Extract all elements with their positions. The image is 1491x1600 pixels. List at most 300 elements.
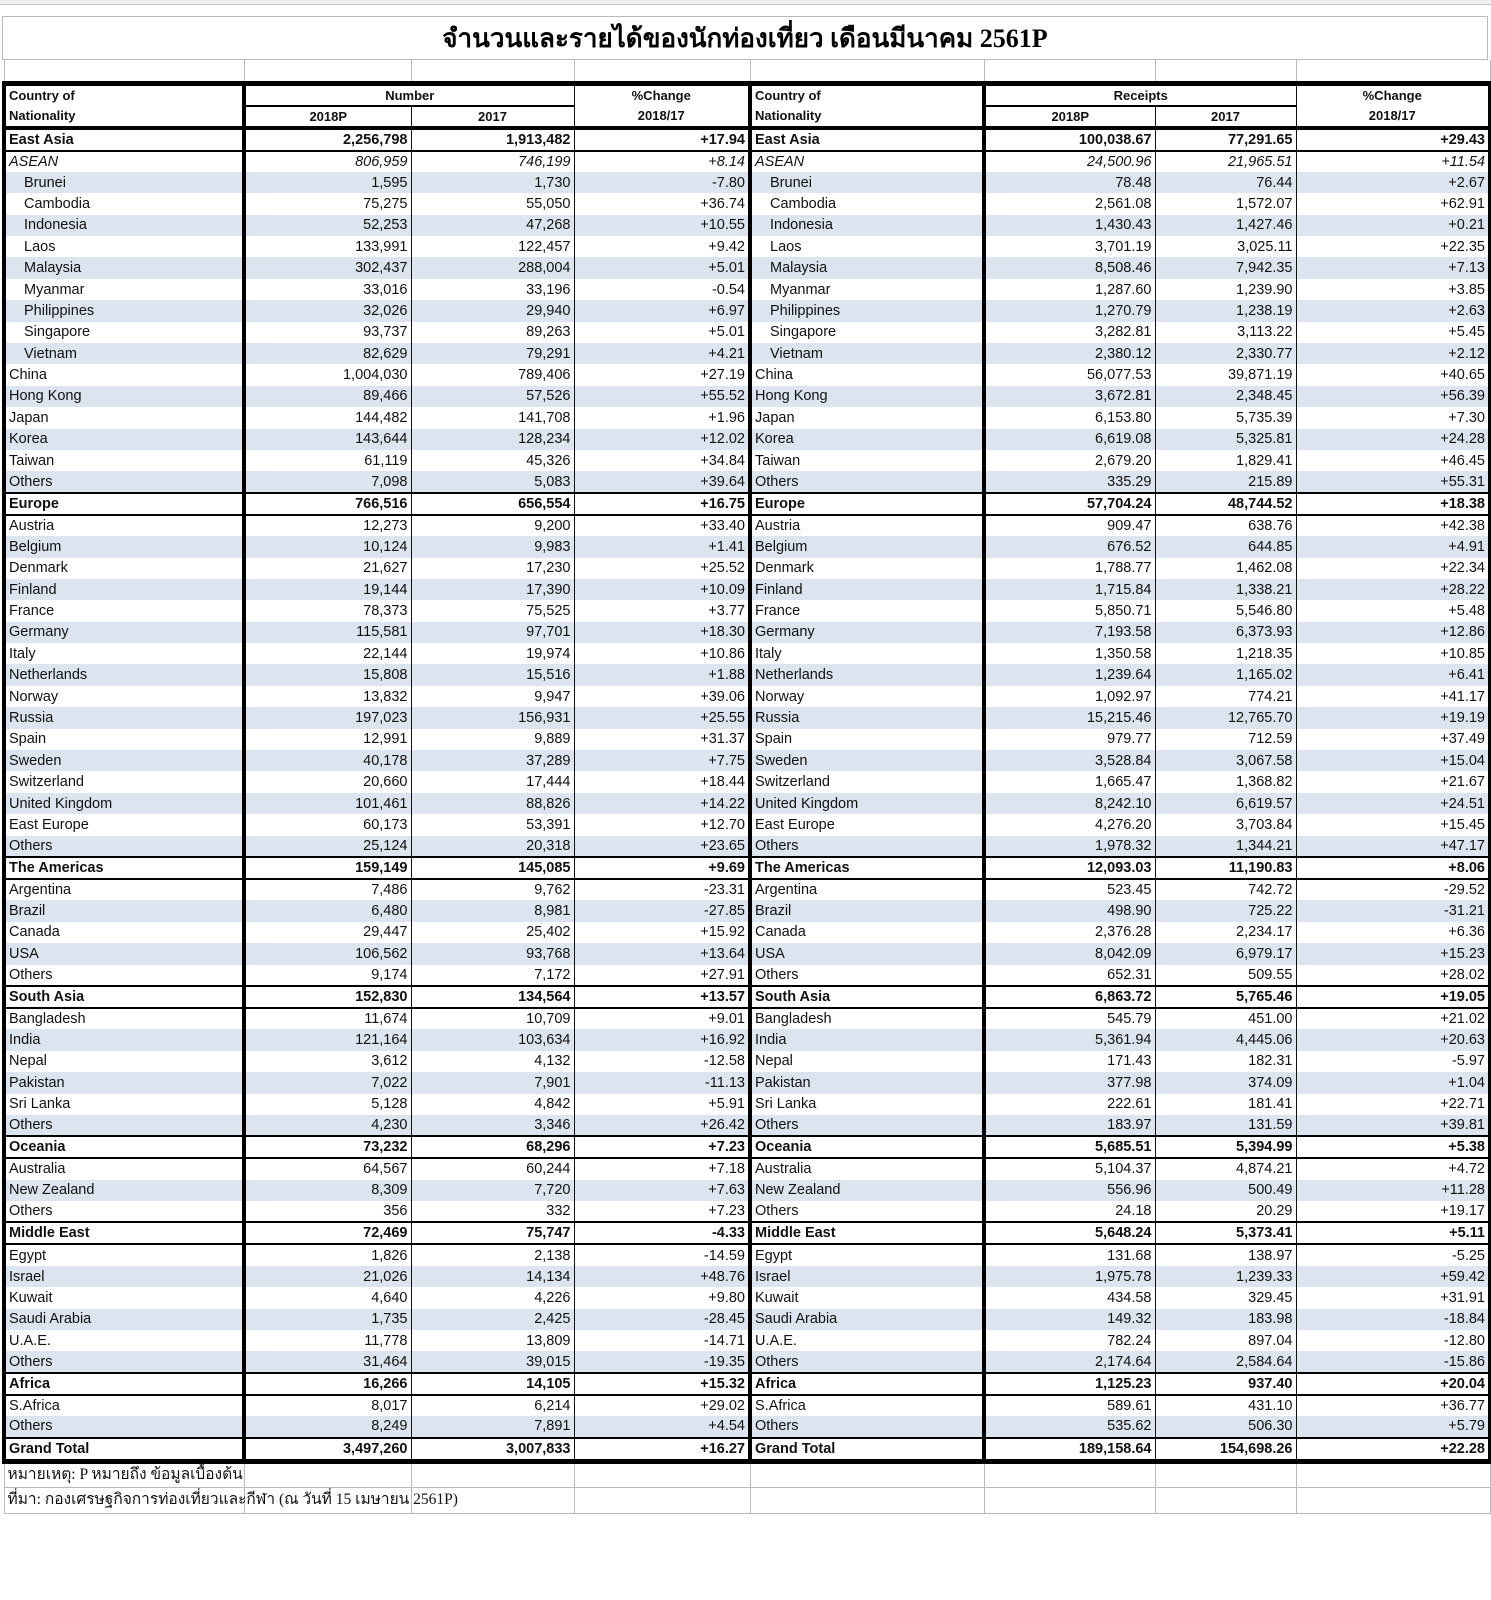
receipts-2017[interactable]: 39,871.19 [1155, 364, 1296, 385]
country-name-right[interactable]: Pakistan [750, 1072, 984, 1093]
receipts-change[interactable]: +20.63 [1296, 1029, 1490, 1050]
receipts-2018[interactable]: 149.32 [984, 1309, 1155, 1330]
receipts-2017[interactable]: 3,067.58 [1155, 750, 1296, 771]
receipts-2017[interactable]: 1,572.07 [1155, 193, 1296, 214]
number-2018[interactable]: 40,178 [244, 750, 411, 771]
receipts-2017[interactable]: 6,619.57 [1155, 793, 1296, 814]
receipts-change[interactable]: +47.17 [1296, 836, 1490, 857]
number-change[interactable]: +4.54 [574, 1416, 750, 1437]
receipts-2018[interactable]: 3,701.19 [984, 236, 1155, 257]
receipts-change[interactable]: +22.35 [1296, 236, 1490, 257]
receipts-2017[interactable]: 2,584.64 [1155, 1351, 1296, 1372]
number-2018[interactable]: 766,516 [244, 493, 411, 515]
number-2018[interactable]: 61,119 [244, 450, 411, 471]
number-2018[interactable]: 15,808 [244, 664, 411, 685]
number-change[interactable]: +18.30 [574, 622, 750, 643]
receipts-change[interactable]: +29.43 [1296, 128, 1490, 151]
number-change[interactable]: +27.91 [574, 965, 750, 986]
number-change[interactable]: +16.92 [574, 1029, 750, 1050]
receipts-change[interactable]: -5.97 [1296, 1051, 1490, 1072]
number-2017[interactable]: 45,326 [411, 450, 574, 471]
country-name-left[interactable]: Austria [4, 515, 244, 536]
number-2017[interactable]: 4,226 [411, 1287, 574, 1308]
receipts-change[interactable]: +6.36 [1296, 922, 1490, 943]
country-name-right[interactable]: Finland [750, 579, 984, 600]
country-name-right[interactable]: U.A.E. [750, 1330, 984, 1351]
country-name-left[interactable]: Laos [4, 236, 244, 257]
receipts-2017[interactable]: 2,234.17 [1155, 922, 1296, 943]
number-2018[interactable]: 7,022 [244, 1072, 411, 1093]
number-change[interactable]: +39.64 [574, 471, 750, 492]
receipts-2017[interactable]: 1,239.90 [1155, 279, 1296, 300]
number-2017[interactable]: 8,981 [411, 900, 574, 921]
receipts-2018[interactable]: 1,287.60 [984, 279, 1155, 300]
number-2018[interactable]: 64,567 [244, 1158, 411, 1179]
number-2018[interactable]: 52,253 [244, 215, 411, 236]
receipts-change[interactable]: +62.91 [1296, 193, 1490, 214]
number-2017[interactable]: 10,709 [411, 1008, 574, 1029]
receipts-2018[interactable]: 6,863.72 [984, 986, 1155, 1008]
receipts-change[interactable]: +36.77 [1296, 1395, 1490, 1416]
number-2017[interactable]: 19,974 [411, 643, 574, 664]
receipts-2018[interactable]: 1,975.78 [984, 1266, 1155, 1287]
receipts-2017[interactable]: 138.97 [1155, 1244, 1296, 1265]
receipts-2017[interactable]: 21,965.51 [1155, 151, 1296, 172]
receipts-2018[interactable]: 131.68 [984, 1244, 1155, 1265]
country-name-left[interactable]: Korea [4, 429, 244, 450]
number-change[interactable]: +15.92 [574, 922, 750, 943]
country-name-left[interactable]: Cambodia [4, 193, 244, 214]
country-name-left[interactable]: Germany [4, 622, 244, 643]
number-2017[interactable]: 60,244 [411, 1158, 574, 1179]
receipts-2017[interactable]: 329.45 [1155, 1287, 1296, 1308]
number-2018[interactable]: 159,149 [244, 857, 411, 879]
country-name-left[interactable]: Hong Kong [4, 386, 244, 407]
country-name-left[interactable]: Philippines [4, 300, 244, 321]
receipts-change[interactable]: +19.05 [1296, 986, 1490, 1008]
number-2017[interactable]: 17,230 [411, 558, 574, 579]
number-change[interactable]: -19.35 [574, 1351, 750, 1372]
country-name-left[interactable]: Myanmar [4, 279, 244, 300]
receipts-change[interactable]: +19.17 [1296, 1201, 1490, 1222]
country-name-right[interactable]: Singapore [750, 322, 984, 343]
receipts-change[interactable]: +2.63 [1296, 300, 1490, 321]
receipts-2018[interactable]: 5,850.71 [984, 600, 1155, 621]
receipts-2017[interactable]: 5,765.46 [1155, 986, 1296, 1008]
number-2017[interactable]: 9,889 [411, 729, 574, 750]
number-2018[interactable]: 22,144 [244, 643, 411, 664]
country-name-left[interactable]: Others [4, 471, 244, 492]
receipts-2018[interactable]: 5,104.37 [984, 1158, 1155, 1179]
country-name-right[interactable]: Austria [750, 515, 984, 536]
country-name-right[interactable]: New Zealand [750, 1180, 984, 1201]
number-change[interactable]: +16.27 [574, 1438, 750, 1462]
country-name-left[interactable]: Others [4, 1416, 244, 1437]
receipts-2018[interactable]: 15,215.46 [984, 707, 1155, 728]
number-change[interactable]: +1.96 [574, 407, 750, 428]
receipts-2018[interactable]: 498.90 [984, 900, 1155, 921]
receipts-change[interactable]: +39.81 [1296, 1115, 1490, 1136]
country-name-right[interactable]: East Europe [750, 814, 984, 835]
country-name-left[interactable]: Spain [4, 729, 244, 750]
receipts-2017[interactable]: 451.00 [1155, 1008, 1296, 1029]
country-name-right[interactable]: Italy [750, 643, 984, 664]
number-change[interactable]: +16.75 [574, 493, 750, 515]
receipts-change[interactable]: +7.13 [1296, 257, 1490, 278]
number-2018[interactable]: 806,959 [244, 151, 411, 172]
number-2018[interactable]: 3,612 [244, 1051, 411, 1072]
number-2018[interactable]: 7,486 [244, 879, 411, 900]
number-2017[interactable]: 4,132 [411, 1051, 574, 1072]
country-name-right[interactable]: Others [750, 1115, 984, 1136]
number-2017[interactable]: 746,199 [411, 151, 574, 172]
number-2018[interactable]: 8,017 [244, 1395, 411, 1416]
number-2017[interactable]: 15,516 [411, 664, 574, 685]
country-name-right[interactable]: Malaysia [750, 257, 984, 278]
number-change[interactable]: +12.70 [574, 814, 750, 835]
number-2018[interactable]: 19,144 [244, 579, 411, 600]
number-change[interactable]: +9.80 [574, 1287, 750, 1308]
country-name-left[interactable]: Oceania [4, 1136, 244, 1158]
country-name-right[interactable]: Sweden [750, 750, 984, 771]
country-name-right[interactable]: Taiwan [750, 450, 984, 471]
country-name-right[interactable]: Others [750, 836, 984, 857]
country-name-right[interactable]: Israel [750, 1266, 984, 1287]
number-change[interactable]: -14.59 [574, 1244, 750, 1265]
country-name-left[interactable]: Pakistan [4, 1072, 244, 1093]
number-2018[interactable]: 75,275 [244, 193, 411, 214]
country-name-left[interactable]: Sweden [4, 750, 244, 771]
number-2018[interactable]: 197,023 [244, 707, 411, 728]
receipts-2017[interactable]: 5,394.99 [1155, 1136, 1296, 1158]
country-name-left[interactable]: Egypt [4, 1244, 244, 1265]
receipts-2018[interactable]: 24,500.96 [984, 151, 1155, 172]
number-2018[interactable]: 7,098 [244, 471, 411, 492]
receipts-2017[interactable]: 20.29 [1155, 1201, 1296, 1222]
number-2017[interactable]: 13,809 [411, 1330, 574, 1351]
country-name-right[interactable]: Others [750, 1201, 984, 1222]
country-name-left[interactable]: Europe [4, 493, 244, 515]
country-name-right[interactable]: Switzerland [750, 771, 984, 792]
country-name-left[interactable]: Israel [4, 1266, 244, 1287]
receipts-change[interactable]: +4.91 [1296, 536, 1490, 557]
receipts-2018[interactable]: 56,077.53 [984, 364, 1155, 385]
number-change[interactable]: +13.57 [574, 986, 750, 1008]
receipts-change[interactable]: +4.72 [1296, 1158, 1490, 1179]
number-change[interactable]: +55.52 [574, 386, 750, 407]
number-2017[interactable]: 789,406 [411, 364, 574, 385]
country-name-right[interactable]: Spain [750, 729, 984, 750]
receipts-2018[interactable]: 1,665.47 [984, 771, 1155, 792]
title-cell[interactable] [2, 16, 1488, 60]
number-2018[interactable]: 72,469 [244, 1222, 411, 1244]
receipts-change[interactable]: +0.21 [1296, 215, 1490, 236]
receipts-2017[interactable]: 3,025.11 [1155, 236, 1296, 257]
country-name-right[interactable]: Bangladesh [750, 1008, 984, 1029]
number-2018[interactable]: 82,629 [244, 343, 411, 364]
country-name-right[interactable]: Russia [750, 707, 984, 728]
number-2017[interactable]: 9,200 [411, 515, 574, 536]
number-2018[interactable]: 1,595 [244, 172, 411, 193]
country-name-right[interactable]: Egypt [750, 1244, 984, 1265]
country-name-left[interactable]: Italy [4, 643, 244, 664]
receipts-2018[interactable]: 556.96 [984, 1180, 1155, 1201]
country-name-left[interactable]: Malaysia [4, 257, 244, 278]
receipts-change[interactable]: +31.91 [1296, 1287, 1490, 1308]
number-change[interactable]: -27.85 [574, 900, 750, 921]
number-2017[interactable]: 9,947 [411, 686, 574, 707]
receipts-2018[interactable]: 2,380.12 [984, 343, 1155, 364]
receipts-change[interactable]: -31.21 [1296, 900, 1490, 921]
number-2017[interactable]: 14,134 [411, 1266, 574, 1287]
number-change[interactable]: +27.19 [574, 364, 750, 385]
receipts-2018[interactable]: 12,093.03 [984, 857, 1155, 879]
receipts-2017[interactable]: 76.44 [1155, 172, 1296, 193]
number-2018[interactable]: 21,627 [244, 558, 411, 579]
number-2018[interactable]: 152,830 [244, 986, 411, 1008]
receipts-2018[interactable]: 3,672.81 [984, 386, 1155, 407]
number-change[interactable]: +23.65 [574, 836, 750, 857]
number-2017[interactable]: 14,105 [411, 1373, 574, 1395]
number-change[interactable]: -4.33 [574, 1222, 750, 1244]
country-name-right[interactable]: Myanmar [750, 279, 984, 300]
country-name-left[interactable]: Australia [4, 1158, 244, 1179]
number-change[interactable]: -7.80 [574, 172, 750, 193]
country-name-right[interactable]: Laos [750, 236, 984, 257]
number-2018[interactable]: 78,373 [244, 600, 411, 621]
receipts-change[interactable]: +22.28 [1296, 1438, 1490, 1462]
receipts-2017[interactable]: 638.76 [1155, 515, 1296, 536]
country-name-right[interactable]: Cambodia [750, 193, 984, 214]
country-name-left[interactable]: ASEAN [4, 151, 244, 172]
number-change[interactable]: +13.64 [574, 943, 750, 964]
receipts-2017[interactable]: 77,291.65 [1155, 128, 1296, 151]
receipts-2017[interactable]: 431.10 [1155, 1395, 1296, 1416]
number-change[interactable]: -0.54 [574, 279, 750, 300]
number-change[interactable]: +14.22 [574, 793, 750, 814]
number-change[interactable]: +7.75 [574, 750, 750, 771]
number-2017[interactable]: 7,901 [411, 1072, 574, 1093]
number-2017[interactable]: 39,015 [411, 1351, 574, 1372]
country-name-right[interactable]: Oceania [750, 1136, 984, 1158]
receipts-change[interactable]: +28.22 [1296, 579, 1490, 600]
receipts-2017[interactable]: 1,368.82 [1155, 771, 1296, 792]
receipts-2018[interactable]: 1,978.32 [984, 836, 1155, 857]
number-2017[interactable]: 122,457 [411, 236, 574, 257]
receipts-2017[interactable]: 3,113.22 [1155, 322, 1296, 343]
number-2018[interactable]: 12,273 [244, 515, 411, 536]
receipts-2017[interactable]: 644.85 [1155, 536, 1296, 557]
number-change[interactable]: +7.23 [574, 1201, 750, 1222]
receipts-change[interactable]: +22.34 [1296, 558, 1490, 579]
country-name-left[interactable]: Sri Lanka [4, 1094, 244, 1115]
number-2018[interactable]: 11,778 [244, 1330, 411, 1351]
number-2017[interactable]: 7,720 [411, 1180, 574, 1201]
country-name-right[interactable]: France [750, 600, 984, 621]
country-name-right[interactable]: Others [750, 1351, 984, 1372]
receipts-2018[interactable]: 4,276.20 [984, 814, 1155, 835]
receipts-change[interactable]: +11.54 [1296, 151, 1490, 172]
country-name-left[interactable]: China [4, 364, 244, 385]
receipts-change[interactable]: +8.06 [1296, 857, 1490, 879]
receipts-change[interactable]: +2.12 [1296, 343, 1490, 364]
number-2018[interactable]: 144,482 [244, 407, 411, 428]
country-name-left[interactable]: Others [4, 1351, 244, 1372]
country-name-right[interactable]: Middle East [750, 1222, 984, 1244]
number-change[interactable]: +36.74 [574, 193, 750, 214]
receipts-change[interactable]: +11.28 [1296, 1180, 1490, 1201]
country-name-right[interactable]: India [750, 1029, 984, 1050]
receipts-2018[interactable]: 7,193.58 [984, 622, 1155, 643]
receipts-2018[interactable]: 1,788.77 [984, 558, 1155, 579]
number-change[interactable]: +15.32 [574, 1373, 750, 1395]
country-name-left[interactable]: Kuwait [4, 1287, 244, 1308]
receipts-2017[interactable]: 1,427.46 [1155, 215, 1296, 236]
country-name-left[interactable]: Others [4, 836, 244, 857]
country-name-left[interactable]: Canada [4, 922, 244, 943]
country-name-right[interactable]: Japan [750, 407, 984, 428]
number-2017[interactable]: 103,634 [411, 1029, 574, 1050]
receipts-change[interactable]: +40.65 [1296, 364, 1490, 385]
number-change[interactable]: +9.01 [574, 1008, 750, 1029]
receipts-2018[interactable]: 189,158.64 [984, 1438, 1155, 1462]
receipts-2018[interactable]: 589.61 [984, 1395, 1155, 1416]
receipts-2017[interactable]: 6,979.17 [1155, 943, 1296, 964]
number-2018[interactable]: 133,991 [244, 236, 411, 257]
receipts-2018[interactable]: 782.24 [984, 1330, 1155, 1351]
number-2017[interactable]: 1,913,482 [411, 128, 574, 151]
receipts-change[interactable]: +5.79 [1296, 1416, 1490, 1437]
receipts-change[interactable]: +3.85 [1296, 279, 1490, 300]
number-change[interactable]: +31.37 [574, 729, 750, 750]
receipts-2018[interactable]: 335.29 [984, 471, 1155, 492]
receipts-2018[interactable]: 6,619.08 [984, 429, 1155, 450]
receipts-2018[interactable]: 2,679.20 [984, 450, 1155, 471]
receipts-2017[interactable]: 774.21 [1155, 686, 1296, 707]
number-2018[interactable]: 11,674 [244, 1008, 411, 1029]
number-2017[interactable]: 17,444 [411, 771, 574, 792]
receipts-2018[interactable]: 8,042.09 [984, 943, 1155, 964]
number-2018[interactable]: 89,466 [244, 386, 411, 407]
number-change[interactable]: -28.45 [574, 1309, 750, 1330]
country-name-right[interactable]: Sri Lanka [750, 1094, 984, 1115]
country-name-left[interactable]: South Asia [4, 986, 244, 1008]
country-name-left[interactable]: Belgium [4, 536, 244, 557]
country-name-right[interactable]: Belgium [750, 536, 984, 557]
country-name-left[interactable]: Grand Total [4, 1438, 244, 1462]
number-change[interactable]: +25.55 [574, 707, 750, 728]
receipts-2017[interactable]: 1,165.02 [1155, 664, 1296, 685]
country-name-right[interactable]: East Asia [750, 128, 984, 151]
receipts-2017[interactable]: 1,462.08 [1155, 558, 1296, 579]
number-change[interactable]: -12.58 [574, 1051, 750, 1072]
receipts-2017[interactable]: 48,744.52 [1155, 493, 1296, 515]
number-change[interactable]: +39.06 [574, 686, 750, 707]
number-2018[interactable]: 106,562 [244, 943, 411, 964]
receipts-2018[interactable]: 1,239.64 [984, 664, 1155, 685]
number-change[interactable]: -23.31 [574, 879, 750, 900]
receipts-change[interactable]: +5.38 [1296, 1136, 1490, 1158]
country-name-left[interactable]: Norway [4, 686, 244, 707]
number-2018[interactable]: 33,016 [244, 279, 411, 300]
number-change[interactable]: +17.94 [574, 128, 750, 151]
receipts-2017[interactable]: 183.98 [1155, 1309, 1296, 1330]
receipts-2017[interactable]: 5,373.41 [1155, 1222, 1296, 1244]
number-2018[interactable]: 143,644 [244, 429, 411, 450]
number-2018[interactable]: 1,826 [244, 1244, 411, 1265]
receipts-2018[interactable]: 1,270.79 [984, 300, 1155, 321]
receipts-change[interactable]: +55.31 [1296, 471, 1490, 492]
number-2017[interactable]: 9,762 [411, 879, 574, 900]
number-change[interactable]: +48.76 [574, 1266, 750, 1287]
country-name-left[interactable]: S.Africa [4, 1395, 244, 1416]
receipts-2017[interactable]: 5,325.81 [1155, 429, 1296, 450]
receipts-2018[interactable]: 909.47 [984, 515, 1155, 536]
country-name-left[interactable]: East Europe [4, 814, 244, 835]
receipts-change[interactable]: +6.41 [1296, 664, 1490, 685]
country-name-left[interactable]: Africa [4, 1373, 244, 1395]
number-2017[interactable]: 145,085 [411, 857, 574, 879]
number-change[interactable]: +25.52 [574, 558, 750, 579]
receipts-2017[interactable]: 509.55 [1155, 965, 1296, 986]
number-change[interactable]: +7.18 [574, 1158, 750, 1179]
number-2018[interactable]: 4,230 [244, 1115, 411, 1136]
number-change[interactable]: +3.77 [574, 600, 750, 621]
country-name-right[interactable]: Kuwait [750, 1287, 984, 1308]
number-2017[interactable]: 3,346 [411, 1115, 574, 1136]
receipts-change[interactable]: +15.23 [1296, 943, 1490, 964]
country-name-left[interactable]: U.A.E. [4, 1330, 244, 1351]
number-2018[interactable]: 10,124 [244, 536, 411, 557]
number-2017[interactable]: 1,730 [411, 172, 574, 193]
country-name-left[interactable]: Others [4, 965, 244, 986]
country-name-left[interactable]: East Asia [4, 128, 244, 151]
receipts-change[interactable]: +21.67 [1296, 771, 1490, 792]
receipts-change[interactable]: +2.67 [1296, 172, 1490, 193]
receipts-2018[interactable]: 377.98 [984, 1072, 1155, 1093]
receipts-2018[interactable]: 24.18 [984, 1201, 1155, 1222]
receipts-change[interactable]: +15.45 [1296, 814, 1490, 835]
receipts-change[interactable]: +42.38 [1296, 515, 1490, 536]
number-change[interactable]: +7.63 [574, 1180, 750, 1201]
number-2017[interactable]: 75,747 [411, 1222, 574, 1244]
receipts-2018[interactable]: 1,350.58 [984, 643, 1155, 664]
receipts-2017[interactable]: 712.59 [1155, 729, 1296, 750]
country-name-right[interactable]: The Americas [750, 857, 984, 879]
country-name-left[interactable]: Finland [4, 579, 244, 600]
number-2018[interactable]: 6,480 [244, 900, 411, 921]
receipts-2017[interactable]: 937.40 [1155, 1373, 1296, 1395]
receipts-2017[interactable]: 500.49 [1155, 1180, 1296, 1201]
receipts-change[interactable]: +1.04 [1296, 1072, 1490, 1093]
country-name-right[interactable]: Others [750, 471, 984, 492]
receipts-change[interactable]: +22.71 [1296, 1094, 1490, 1115]
country-name-left[interactable]: Nepal [4, 1051, 244, 1072]
country-name-left[interactable]: Indonesia [4, 215, 244, 236]
receipts-2018[interactable]: 434.58 [984, 1287, 1155, 1308]
receipts-2018[interactable]: 545.79 [984, 1008, 1155, 1029]
number-change[interactable]: +6.97 [574, 300, 750, 321]
number-2018[interactable]: 12,991 [244, 729, 411, 750]
number-change[interactable]: +29.02 [574, 1395, 750, 1416]
number-2017[interactable]: 141,708 [411, 407, 574, 428]
receipts-2017[interactable]: 1,338.21 [1155, 579, 1296, 600]
receipts-2018[interactable]: 171.43 [984, 1051, 1155, 1072]
country-name-left[interactable]: France [4, 600, 244, 621]
number-2017[interactable]: 29,940 [411, 300, 574, 321]
number-2018[interactable]: 73,232 [244, 1136, 411, 1158]
receipts-change[interactable]: +19.19 [1296, 707, 1490, 728]
